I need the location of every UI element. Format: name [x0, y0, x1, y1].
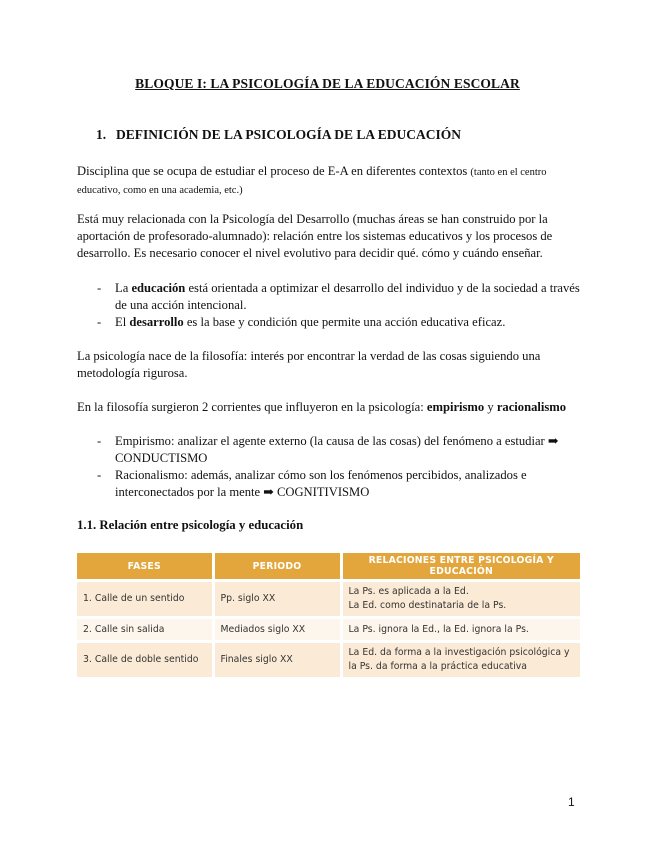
paragraph-definition-note: (tanto en el centro educativo, como en una academia, etc.) — [77, 167, 547, 196]
table-header-cell: PERIODO — [213, 553, 341, 581]
bullet-dash: - — [97, 434, 102, 448]
relation-line: La Ed. como destinataria de la Ps. — [348, 600, 507, 611]
table-cell-fase: 3. Calle de doble sentido — [77, 642, 213, 678]
list-item-text: es la base y condición que permite una acción educativa eficaz. — [183, 315, 506, 329]
paragraph-definition-main: Disciplina que se ocupa de estudiar el proceso de E-A en diferentes contextos — [77, 164, 471, 178]
list-currents — [77, 433, 587, 501]
table-row — [77, 581, 580, 618]
table-cell-periodo: Finales siglo XX — [213, 642, 341, 678]
list-item-text: Racionalismo: además, analizar cómo son los fenómenos percibidos, analizados e interconectados por la mente ➡ COGNITIVISMO — [115, 468, 527, 499]
paragraph-definition — [77, 163, 587, 199]
relation-line: La Ps. es aplicada a la Ed. — [348, 586, 469, 597]
list-item — [77, 280, 587, 314]
bullet-dash: - — [97, 468, 102, 482]
list-item-keyword: desarrollo — [129, 315, 184, 329]
table-header-cell: FASES — [77, 553, 213, 581]
list-item-text: está orientada a optimizar el desarrollo del individuo y de la sociedad a través de una acción intencional. — [115, 281, 580, 312]
bullet-dash: - — [97, 281, 102, 295]
table-cell-fase: 2. Calle sin salida — [77, 618, 213, 642]
list-item-text: El — [115, 315, 130, 329]
relation-line: La Ed. da forma a la investigación psicológica y la Ps. da forma a la práctica educativa — [348, 647, 570, 672]
paragraph-development: Está muy relacionada con la Psicología del Desarrollo (muchas áreas se han construido por la aportación de profesorado-alumnado): relación entre los sistemas educativos y los procesos de desarrollo. Es necesario conocer el nivel evolutivo para decidir qué. cómo y cuándo enseñar. — [77, 212, 553, 260]
table-cell-periodo: Pp. siglo XX — [213, 581, 341, 618]
table-cell-relacion — [341, 618, 580, 642]
keyword-racionalismo: racionalismo — [496, 400, 567, 414]
table-cell-fase: 1. Calle de un sentido — [77, 581, 213, 618]
list-item — [77, 314, 587, 331]
keyword-empirismo: empirismo — [426, 400, 485, 414]
table-cell-relacion — [341, 642, 580, 678]
relation-line: La Ps. ignora la Ed., la Ed. ignora la Ps. — [348, 623, 529, 635]
list-item — [77, 433, 587, 467]
section-1-1-heading: 1.1. Relación entre psicología y educación — [77, 518, 304, 532]
table-header-row — [77, 553, 580, 581]
section-1-title: DEFINICIÓN DE LA PSICOLOGÍA DE LA EDUCACIÓN — [116, 127, 462, 142]
paragraph-currents — [77, 399, 587, 416]
page-number: 1 — [568, 795, 575, 809]
table-cell-relacion — [341, 581, 580, 618]
paragraph-currents-text: En la filosofía surgieron 2 corrientes que influyeron en la psicología: — [77, 400, 427, 414]
list-item-text: La — [115, 281, 132, 295]
list-item — [77, 467, 587, 501]
table-cell-periodo: Mediados siglo XX — [213, 618, 341, 642]
list-item-keyword: educación — [131, 281, 186, 295]
table-header-cell: RELACIONES ENTRE PSICOLOGÍA Y EDUCACIÓN — [341, 553, 580, 581]
section-1-number: 1. — [96, 127, 107, 142]
list-item-text: Empirismo: analizar el agente externo (la causa de las cosas) del fenómeno a estudiar ➡ CONDUCTISMO — [115, 434, 559, 465]
table-row — [77, 618, 580, 642]
phases-table — [77, 553, 580, 677]
list-education-development — [77, 280, 587, 331]
paragraph-philosophy: La psicología nace de la filosofía: interés por encontrar la verdad de las cosas siguiendo una metodología rigurosa. — [77, 349, 541, 380]
bullet-dash: - — [97, 315, 102, 329]
paragraph-currents-text: y — [484, 400, 497, 414]
table-row — [77, 642, 580, 678]
document-title: BLOQUE I: LA PSICOLOGÍA DE LA EDUCACIÓN ESCOLAR — [135, 76, 520, 91]
